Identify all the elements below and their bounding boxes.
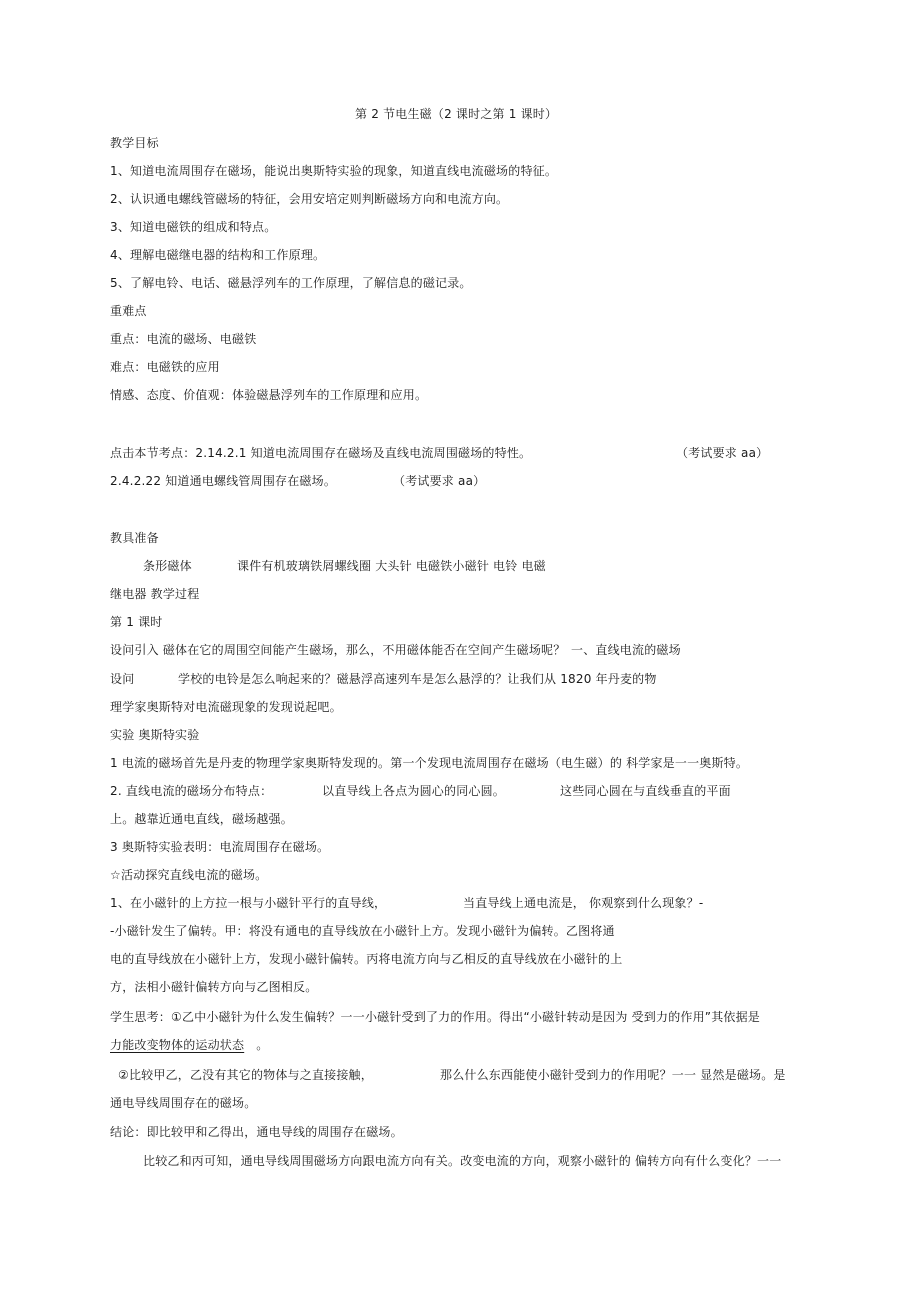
question-label: 设问 xyxy=(110,672,135,686)
values-statement: 情感、态度、价值观：体验磁悬浮列车的工作原理和应用。 xyxy=(110,388,428,402)
thinking-line-3b: 那么什么东西能使小磁针受到力的作用呢？一一 显然是磁场。是 xyxy=(440,1068,786,1082)
exam-point-2: 2.4.2.22 知道通电螺线管周围存在磁场。 xyxy=(110,474,337,488)
activity-q1b: 当直导线上通电流是， 你观察到什么现象？- xyxy=(463,896,704,910)
conclusion: 结论：即比较甲和乙得出，通电导线的周围存在磁场。 xyxy=(110,1125,403,1139)
objective-2: 2、认识通电螺线管磁场的特征，会用安培定则判断磁场方向和电流方向。 xyxy=(110,192,509,206)
exam-requirement-2: （考试要求 aa） xyxy=(393,474,486,488)
thinking-line-3a: ②比较甲乙，乙没有其它的物体与之直接接触， xyxy=(118,1068,373,1082)
activity-q1c: -小磁针发生了偏转。甲：将没有通电的直导线放在小磁针上方。发现小磁针为偏转。乙图将通 xyxy=(110,924,615,938)
experiment-point-2c: 这些同心圆在与直线垂直的平面 xyxy=(560,784,731,798)
exam-point-1: 点击本节考点：2.14.2.1 知道电流周围存在磁场及直线电流周围磁场的特性。 xyxy=(110,446,532,460)
objective-1: 1、知道电流周围存在磁场，能说出奥斯特实验的现象，知道直线电流磁场的特征。 xyxy=(110,164,558,178)
materials-heading: 教具准备 xyxy=(110,531,159,545)
experiment-heading: 实验 奥斯特实验 xyxy=(110,728,200,742)
activity-heading: ☆活动探究直线电流的磁场。 xyxy=(110,868,268,882)
exam-requirement-1: （考试要求 aa） xyxy=(676,446,769,460)
objective-3: 3、知道电磁铁的组成和特点。 xyxy=(110,220,277,234)
objective-5: 5、了解电铃、电话、磁悬浮列车的工作原理，了解信息的磁记录。 xyxy=(110,276,472,290)
materials-continued: 继电器 教学过程 xyxy=(110,587,200,601)
activity-q1d: 电的直导线放在小磁针上方，发现小磁针偏转。丙将电流方向与乙相反的直导线放在小磁针的上 xyxy=(110,952,623,966)
compare-paragraph: 比较乙和丙可知，通电导线周围磁场方向跟电流方向有关。改变电流的方向，观察小磁针的 偏转方向有什么变化？一一 xyxy=(143,1154,782,1168)
thinking-tail: 。 xyxy=(256,1038,269,1052)
thinking-line-1: 学生思考：①乙中小磁针为什么发生偏转？一一小磁针受到了力的作用。得出“小磁针转动是因为 受到力的作用”其依据是 xyxy=(110,1010,761,1024)
materials-item-1: 条形磁体 xyxy=(143,559,192,573)
question-text-cont: 理学家奥斯特对电流磁现象的发现说起吧。 xyxy=(110,700,342,714)
activity-q1e: 方，法相小磁针偏转方向与乙图相反。 xyxy=(110,980,318,994)
objectives-heading: 教学目标 xyxy=(110,136,159,150)
experiment-point-2a: 2. 直线电流的磁场分布特点： xyxy=(110,784,273,798)
page-title: 第 2 节电生磁（2 课时之第 1 课时） xyxy=(355,107,558,121)
activity-q1a: 1、在小磁针的上方拉一根与小磁针平行的直导线， xyxy=(110,896,387,910)
objective-4: 4、理解电磁继电器的结构和工作原理。 xyxy=(110,248,326,262)
key-point: 重点：电流的磁场、电磁铁 xyxy=(110,332,257,346)
key-points-heading: 重难点 xyxy=(110,304,147,318)
section-heading-straight-current: 一、直线电流的磁场 xyxy=(571,643,681,657)
lesson-label: 第 1 课时 xyxy=(110,615,163,629)
intro-question: 设问引入 磁体在它的周围空间能产生磁场，那么，不用磁体能否在空间产生磁场呢？ xyxy=(110,643,566,657)
experiment-point-2d: 上。越靠近通电直线，磁场越强。 xyxy=(110,812,294,826)
experiment-point-1: 1 电流的磁场首先是丹麦的物理学家奥斯特发现的。第一个发现电流周围存在磁场（电生磁）的 科学家是一一奥斯特。 xyxy=(110,756,749,770)
experiment-point-3: 3 奥斯特实验表明：电流周围存在磁场。 xyxy=(110,840,330,854)
thinking-line-2 xyxy=(110,1037,268,1053)
experiment-point-2b: 以直导线上各点为圆心的同心圆。 xyxy=(322,784,506,798)
question-text: 学校的电铃是怎么响起来的？磁悬浮高速列车是怎么悬浮的？让我们从 1820 年丹麦的物 xyxy=(178,672,657,686)
thinking-line-4: 通电导线周围存在的磁场。 xyxy=(110,1096,257,1110)
materials-item-2: 课件有机玻璃铁屑螺线圈 大头针 电磁铁小磁针 电铃 电磁 xyxy=(237,559,546,573)
difficult-point: 难点：电磁铁的应用 xyxy=(110,360,220,374)
thinking-underlined: 力能改变物体的运动状态 xyxy=(110,1038,245,1052)
